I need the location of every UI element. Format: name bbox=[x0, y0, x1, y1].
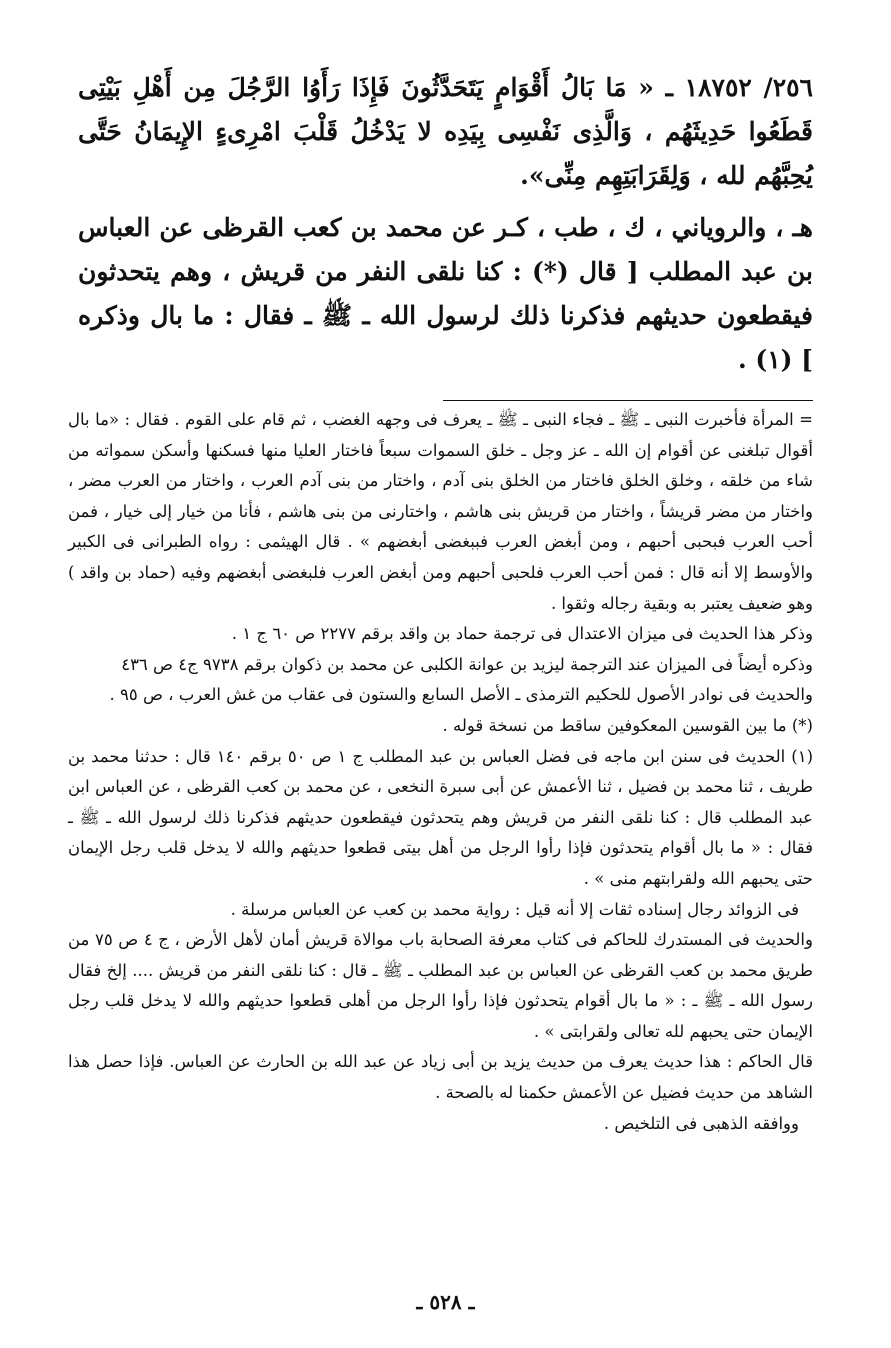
hadith-text-block bbox=[78, 66, 813, 390]
footnote-one: (١) الحديث فى سنن ابن ماجه فى فضل العباس بن عبد المطلب ج ١ ص ٥٠ برقم ١٤٠ قال : حدثنا محمد بن طريف ، ثنا محمد بن فضيل ، ثنا الأعمش عن أبى سبرة النخعى ، عن محمد بن كعب القرظى ، عن العباس ابن عبد المطلب قال : كنا نلقى النفر من قريش وهم يتحدثون فيقطعون حديثهم فذكرنا ذلك لرسول الله ـ ﷺ ـ فقال : « ما بال أقوام يتحدثون فإذا رأوا الرجل من أهل بيتى قطعوا حديثهم والله لا يدخل قلب رجل الإيمان حتى يحبهم الله ولقرابتهم منى » . bbox=[68, 746, 813, 888]
hadith-sources: هـ ، والروياني ، ك ، طب ، كـر عن محمد بن كعب القرظى عن العباس بن عبد المطلب [ قال (*) : كنا نلقى النفر من قريش ، وهم يتحدثون فيقطعون حديثهم فذكرنا ذلك لرسول الله ـ ﷺ ـ فقال : ما بال وذكره ] (١) . bbox=[78, 213, 813, 374]
footnote-line: قال الحاكم : هذا حديث يعرف من حديث يزيد بن أبى زياد عن عبد الله بن الحارث عن العباس. فإذا حصل هذا الشاهد من حديث فضيل عن الأعمش حكمنا له بالصحة . bbox=[68, 1052, 813, 1103]
footnote-continuation: = المرأة فأخبرت النبى ـ ﷺ ـ فجاء النبى ـ ﷺ ـ يعرف فى وجهه الغضب ، ثم قام على القوم . فقال : «ما بال أقوال تبلغنى عن أقوام إن الله ـ عز وجل ـ خلق السموات سبعاً فاختار العليا منها فسكنها وأسكن سمواته من شاء من خلقه ، وخلق الخلق فاختار من الخلق بنى آدم ، واختار من بنى آدم العرب ، واختار من العرب مضر ، واختار من مضر قريشاً ، واختار من قريش بنى هاشم ، واختارنى من بنى هاشم ، فأنا من خيار إلى خيار ، فمن أحب العرب فبحبى أحبهم ، ومن أبغض العرب فببغضى أبغضهم » . قال الهيثمى : رواه الطبرانى فى الكبير والأوسط إلا أنه قال : فمن أحب العرب فلحبى أحبهم ومن أبغض العرب فلبغضى أبغضهم وفيه (حماد بن واقد ) وهو ضعيف يعتبر به وبقية رجاله وثقوا . bbox=[68, 410, 813, 613]
footnote-divider bbox=[443, 400, 813, 401]
hadith-matn: ٢٥٦/ ١٨٧٥٢ ـ « مَا بَالُ أَقْوَامٍ يَتَحَدَّثُونَ فَإِذَا رَأَوُا الرَّجُلَ مِن أَهْلِ بَيْتِى قَطَعُوا حَدِيثَهُم ، وَالَّذِى نَفْسِى بِيَدِه لا يَدْخُلُ قَلْبَ امْرِىءٍ الإِيمَانُ حَتَّى يُحِبَّهُم لله ، وَلِقَرَابَتِهِم مِنِّى». bbox=[78, 73, 813, 190]
footnote-line: فى الزوائد رجال إسناده ثقات إلا أنه قيل : رواية محمد بن كعب عن العباس مرسلة . bbox=[230, 899, 799, 919]
footnote-line: ووافقه الذهبى فى التلخيص . bbox=[603, 1113, 799, 1133]
footnote-line: والحديث فى المستدرك للحاكم فى كتاب معرفة الصحابة باب موالاة قريش أمان لأهل الأرض ، ج ٤ ص ٧٥ من طريق محمد بن كعب القرظى عن العباس بن عبد المطلب ـ ﷺ ـ قال : كنا نلقى النفر من قريش .... إلخ فقال رسول الله ـ ﷺ ـ : « ما بال أقوام يتحدثون فإذا رأوا الرجل من أهلى قطعوا حديثهم والله لا يدخل قلب رجل الإيمان حتى يحبهم لله تعالى ولقرابتى » . bbox=[68, 930, 813, 1041]
footnote-line: والحديث فى نوادر الأصول للحكيم الترمذى ـ الأصل السابع والستون فى عقاب من غش العرب ، ص ٩٥ . bbox=[109, 685, 813, 705]
footnote-line: وذكر هذا الحديث فى ميزان الاعتدال فى ترجمة حماد بن واقد برقم ٢٢٧٧ ص ٦٠ ج ١ . bbox=[231, 624, 813, 644]
footnote-line: وذكره أيضاً فى الميزان عند الترجمة ليزيد بن عوانة الكلبى عن محمد بن ذكوان برقم ٩٧٣٨ ج٤ ص ٤٣٦ bbox=[121, 654, 813, 674]
footnote-asterisk: (*) ما بين القوسين المعكوفين ساقط من نسخة قوله . bbox=[442, 715, 813, 735]
page-number: ـ ٥٢٨ ـ bbox=[416, 1290, 475, 1314]
footnotes-block bbox=[68, 405, 813, 1139]
